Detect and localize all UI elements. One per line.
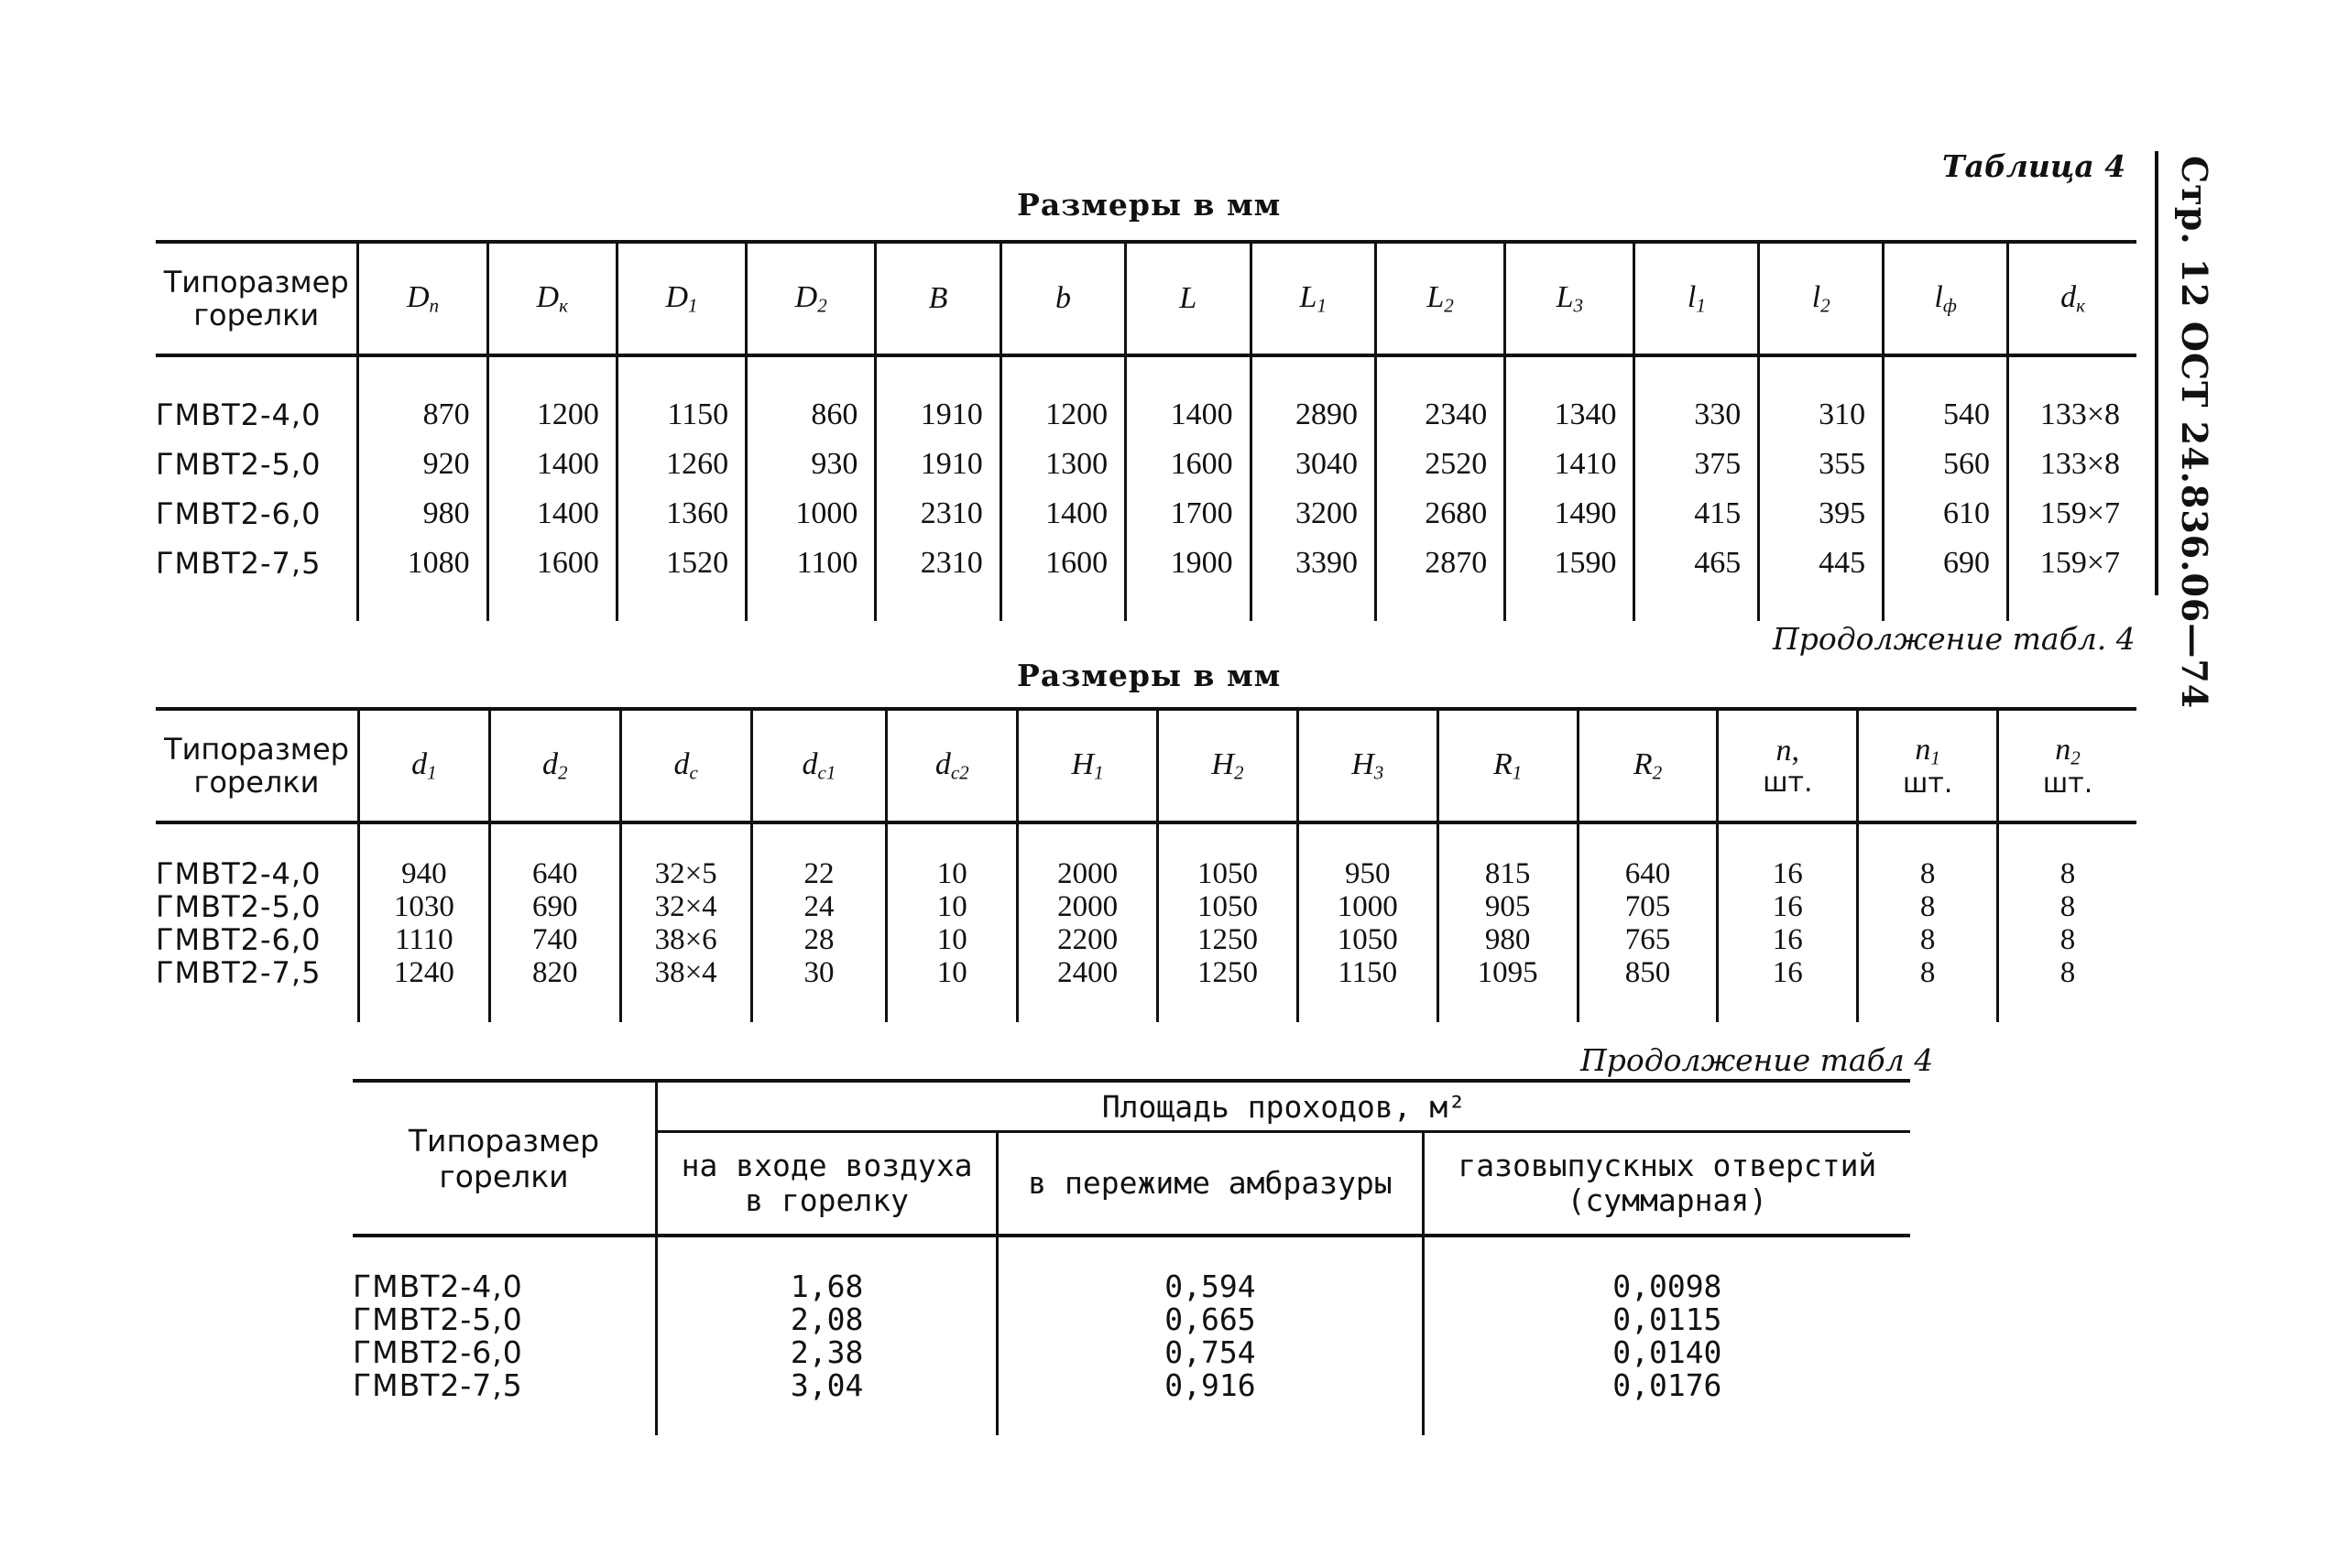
- table-cell: 10: [887, 890, 1018, 923]
- table-row: [353, 1303, 1910, 1336]
- table-cell: 1250: [1158, 956, 1298, 1022]
- row-label: ГМВТ2-5,0: [156, 889, 322, 924]
- table2-header-cell: [620, 709, 751, 822]
- table-cell: 820: [489, 956, 620, 1022]
- table-cell: 2,08: [657, 1303, 998, 1336]
- table-cell: 8: [1998, 923, 2136, 956]
- table-cell: 540: [1884, 355, 2008, 440]
- table3-group-header: Площадь проходов, м²: [657, 1081, 1911, 1132]
- table1-header-cell: [358, 242, 487, 355]
- table-cell: 8: [1998, 822, 2136, 890]
- table3-header-row-1: [353, 1081, 1910, 1132]
- header-symbol: d: [934, 746, 951, 781]
- header-subscript: 2: [1444, 294, 1454, 317]
- header-symbol: d: [541, 746, 558, 781]
- table-cell: 1910: [876, 355, 1000, 440]
- header-symbol-wrap: [1859, 733, 1996, 769]
- table-cell: 133×8: [2008, 355, 2136, 440]
- table-cell: 16: [1718, 822, 1858, 890]
- table1-units: Размеры в мм: [1017, 187, 1282, 223]
- table-cell: 1000: [747, 489, 876, 539]
- table1-header-size: [156, 242, 358, 355]
- table2-header-cell: [1578, 709, 1718, 822]
- table2-header-cell: [887, 709, 1018, 822]
- header-line: в пережиме амбразуры: [1028, 1165, 1393, 1201]
- header-subscript: к: [559, 294, 568, 317]
- table-row: [156, 822, 2136, 890]
- table-cell: 3040: [1251, 440, 1375, 489]
- table-cell: 133×8: [2008, 440, 2136, 489]
- header-subscript: п: [429, 294, 440, 317]
- table-cell: 1,68: [657, 1236, 998, 1303]
- table-cell: 10: [887, 822, 1018, 890]
- header-symbol-wrap: [1999, 733, 2136, 769]
- table-cell: 8: [1858, 923, 1998, 956]
- header-subscript: 1: [427, 761, 437, 784]
- table1-header-cell: [1251, 242, 1375, 355]
- header-subscript: к: [2076, 294, 2085, 317]
- table1-header-cell: [1884, 242, 2008, 355]
- side-rule: [2155, 151, 2158, 595]
- table1-header-cell: [2008, 242, 2136, 355]
- header-subscript: 3: [1373, 761, 1384, 784]
- table-cell: 1150: [1297, 956, 1437, 1022]
- table-cell: 1030: [358, 890, 489, 923]
- header-symbol: L: [1299, 279, 1317, 314]
- row-label: ГМВТ2-6,0: [156, 496, 322, 531]
- table-cell: 815: [1437, 822, 1578, 890]
- header-line: горелки: [193, 298, 320, 332]
- header-subscript: 1: [1512, 761, 1523, 784]
- header-symbol-wrap: [1299, 747, 1437, 784]
- table3-header-size: [353, 1081, 657, 1236]
- page-number-label: Стр. 12 ОСТ 24.836.06—74: [2174, 156, 2215, 710]
- table-cell: 1400: [487, 489, 617, 539]
- header-symbol-wrap: [888, 747, 1016, 784]
- table-cell: 1700: [1126, 489, 1251, 539]
- header-symbol-wrap: [1719, 734, 1856, 768]
- header-unit: шт.: [2042, 768, 2093, 800]
- header-symbol: d: [411, 746, 428, 781]
- table-cell: 159×7: [2008, 539, 2136, 621]
- table-cell: 610: [1884, 489, 2008, 539]
- table-cell: 1360: [617, 489, 746, 539]
- table-cell: 2400: [1018, 956, 1158, 1022]
- table-cell: 1110: [358, 923, 489, 956]
- table-cell: 1400: [1126, 355, 1251, 440]
- table1-header-cell: [1126, 242, 1251, 355]
- table2-header-cell: [751, 709, 887, 822]
- table-row: [156, 355, 2136, 440]
- table-cell: 1520: [617, 539, 746, 621]
- table-row: [156, 440, 2136, 489]
- table-cell: 0,594: [998, 1236, 1423, 1303]
- table-cell: 690: [1884, 539, 2008, 621]
- table-cell: 22: [751, 822, 887, 890]
- table2-header-cell: [489, 709, 620, 822]
- table1-header-cell: [1634, 242, 1759, 355]
- header-symbol: D: [794, 279, 818, 314]
- header-symbol: D: [406, 279, 430, 314]
- table1-header-cell: [1505, 242, 1634, 355]
- table1-header-cell: [747, 242, 876, 355]
- table-cell: 1900: [1126, 539, 1251, 621]
- header-line: Типоразмер: [408, 1122, 600, 1159]
- table-cell: 2680: [1375, 489, 1504, 539]
- table1-body: [156, 355, 2136, 621]
- header-symbol-wrap: [1579, 747, 1717, 784]
- table2-header-cell: [358, 709, 489, 822]
- table-cell: 1240: [358, 956, 489, 1022]
- row-label: ГМВТ2-4,0: [156, 397, 322, 432]
- table-cell: 3,04: [657, 1369, 998, 1435]
- table3: [353, 1079, 1910, 1435]
- table-cell: 1400: [487, 440, 617, 489]
- header-subscript: 2: [1820, 294, 1830, 317]
- header-line: горелки: [193, 765, 320, 800]
- table-cell: 38×6: [620, 923, 751, 956]
- header-symbol: R: [1633, 746, 1653, 781]
- table-cell: 765: [1578, 923, 1718, 956]
- row-label: ГМВТ2-5,0: [156, 447, 322, 482]
- header-symbol: b: [1054, 281, 1071, 315]
- table-cell: 1260: [617, 440, 746, 489]
- header-subscript: c: [689, 761, 698, 784]
- table2-header-cell: [1018, 709, 1158, 822]
- table2-header-cell: [1158, 709, 1298, 822]
- header-subscript: 1: [688, 294, 698, 317]
- header-symbol-wrap: [1159, 747, 1296, 784]
- table-cell: 10: [887, 956, 1018, 1022]
- table-cell: 1400: [1000, 489, 1125, 539]
- table-cell: 950: [1297, 822, 1437, 890]
- table-cell: 8: [1858, 956, 1998, 1022]
- table-cell: 860: [747, 355, 876, 440]
- row-label: ГМВТ2-6,0: [156, 922, 322, 957]
- table-cell: 8: [1998, 890, 2136, 923]
- table-cell: 870: [358, 355, 487, 440]
- header-subscript: 1: [1094, 761, 1104, 784]
- table-cell: 30: [751, 956, 887, 1022]
- header-line: Типоразмер: [163, 265, 349, 299]
- table-cell: 375: [1634, 440, 1759, 489]
- table-cell: 1050: [1297, 923, 1437, 956]
- header-subscript: 3: [1573, 294, 1584, 317]
- table1-header-row: [156, 242, 2136, 355]
- table-cell: 2000: [1018, 890, 1158, 923]
- header-subscript: 2: [1652, 761, 1663, 784]
- table-cell: 8: [1858, 822, 1998, 890]
- table-cell: 24: [751, 890, 887, 923]
- header-unit: шт.: [1763, 767, 1813, 799]
- table1-header-cell: [487, 242, 617, 355]
- table-cell: 930: [747, 440, 876, 489]
- table-cell: 2310: [876, 489, 1000, 539]
- table1: [156, 240, 2136, 621]
- table-cell: 1050: [1158, 822, 1298, 890]
- header-line: на входе воздуха: [681, 1148, 973, 1183]
- table-cell: 850: [1578, 956, 1718, 1022]
- table1-header-cell: [1000, 242, 1125, 355]
- table2-header-cell: [1437, 709, 1578, 822]
- table-cell: 0,0115: [1423, 1303, 1910, 1336]
- table-cell: 1200: [1000, 355, 1125, 440]
- header-line: горелки: [439, 1158, 569, 1194]
- table-cell: 0,0140: [1423, 1336, 1910, 1369]
- table-cell: 1000: [1297, 890, 1437, 923]
- table-cell: 1410: [1505, 440, 1634, 489]
- table-cell: 2200: [1018, 923, 1158, 956]
- table-cell: 2310: [876, 539, 1000, 621]
- header-symbol: n,: [1775, 734, 1800, 768]
- table2: [156, 707, 2136, 1022]
- table2-header-size: [156, 709, 358, 822]
- table-cell: 10: [887, 923, 1018, 956]
- table-row: [156, 923, 2136, 956]
- header-subscript: 2: [817, 294, 827, 317]
- table-cell: 0,0098: [1423, 1236, 1910, 1303]
- header-symbol: n: [2055, 732, 2071, 767]
- header-symbol: B: [928, 281, 948, 315]
- table-cell: 1095: [1437, 956, 1578, 1022]
- side-label: [2160, 156, 2215, 710]
- header-symbol-wrap: [491, 747, 619, 784]
- table3-subheader-cell: [657, 1132, 998, 1236]
- table-cell: 1490: [1505, 489, 1634, 539]
- table3-body: [353, 1236, 1910, 1435]
- table-cell: 3390: [1251, 539, 1375, 621]
- header-subscript: 2: [2070, 746, 2081, 769]
- table-cell: 2520: [1375, 440, 1504, 489]
- table-cell: 0,754: [998, 1336, 1423, 1369]
- table-cell: 1200: [487, 355, 617, 440]
- row-label: ГМВТ2-4,0: [156, 856, 322, 891]
- table-cell: 560: [1884, 440, 2008, 489]
- header-subscript: c2: [950, 761, 969, 784]
- header-symbol: d: [2060, 279, 2077, 314]
- table-cell: 1150: [617, 355, 746, 440]
- table3-subheader-cell: [1423, 1132, 1910, 1236]
- header-line: (суммарная): [1567, 1182, 1768, 1218]
- table-row: [156, 539, 2136, 621]
- row-label: ГМВТ2-4,0: [353, 1269, 523, 1304]
- table2-header-cell: [1858, 709, 1998, 822]
- header-unit: шт.: [1902, 768, 1953, 800]
- header-subscript: 1: [1930, 746, 1940, 769]
- header-symbol: H: [1071, 746, 1095, 781]
- table-cell: 38×4: [620, 956, 751, 1022]
- row-label: ГМВТ2-7,5: [156, 546, 322, 581]
- header-line: Типоразмер: [164, 732, 349, 767]
- header-symbol: d: [673, 746, 690, 781]
- table-cell: 0,0176: [1423, 1369, 1910, 1435]
- table3-caption: Продолжение табл 4: [1580, 1042, 1934, 1078]
- table1-header-cell: [1375, 242, 1504, 355]
- table-row: [156, 489, 2136, 539]
- table-cell: 740: [489, 923, 620, 956]
- table2-units: Размеры в мм: [1017, 658, 1282, 693]
- table-cell: 415: [1634, 489, 1759, 539]
- table-cell: 16: [1718, 890, 1858, 923]
- table-cell: 1080: [358, 539, 487, 621]
- header-symbol-wrap: [1439, 747, 1577, 784]
- header-subscript: 1: [1696, 294, 1706, 317]
- table3-subheader-cell: [998, 1132, 1423, 1236]
- header-symbol: l: [1934, 279, 1943, 314]
- header-symbol-wrap: [360, 747, 488, 784]
- table-cell: 705: [1578, 890, 1718, 923]
- row-label: ГМВТ2-5,0: [353, 1301, 523, 1337]
- table-cell: 445: [1759, 539, 1884, 621]
- table-row: [156, 956, 2136, 1022]
- table2-body: [156, 822, 2136, 1022]
- table-cell: 465: [1634, 539, 1759, 621]
- table2-header-cell: [1998, 709, 2136, 822]
- table-cell: 905: [1437, 890, 1578, 923]
- table-cell: 1050: [1158, 890, 1298, 923]
- table-cell: 310: [1759, 355, 1884, 440]
- header-symbol: D: [665, 279, 688, 314]
- table-cell: 32×4: [620, 890, 751, 923]
- table-cell: 3200: [1251, 489, 1375, 539]
- table-cell: 1340: [1505, 355, 1634, 440]
- header-line: газовыпускных отверстий: [1458, 1148, 1877, 1183]
- header-symbol: L: [1556, 279, 1574, 314]
- table-cell: 1910: [876, 440, 1000, 489]
- table-cell: 1600: [1126, 440, 1251, 489]
- header-subscript: 2: [557, 761, 568, 784]
- header-symbol: n: [1915, 732, 1931, 767]
- header-subscript: 1: [1316, 294, 1327, 317]
- table1-caption: Таблица 4: [1942, 148, 2126, 184]
- header-symbol-wrap: [622, 747, 750, 784]
- table-cell: 355: [1759, 440, 1884, 489]
- table-cell: 2890: [1251, 355, 1375, 440]
- header-symbol-wrap: [1019, 747, 1156, 784]
- header-symbol: H: [1211, 746, 1234, 781]
- table-cell: 980: [358, 489, 487, 539]
- table-cell: 32×5: [620, 822, 751, 890]
- table1-header-cell: [617, 242, 746, 355]
- table-cell: 159×7: [2008, 489, 2136, 539]
- header-subscript: ф: [1942, 294, 1957, 317]
- table-cell: 2,38: [657, 1336, 998, 1369]
- header-symbol: H: [1351, 746, 1374, 781]
- table-cell: 8: [1998, 956, 2136, 1022]
- table-cell: 1250: [1158, 923, 1298, 956]
- table-row: [353, 1236, 1910, 1303]
- table-row: [353, 1336, 1910, 1369]
- header-symbol: l: [1687, 279, 1697, 314]
- table-cell: 2000: [1018, 822, 1158, 890]
- table-cell: 940: [358, 822, 489, 890]
- table-cell: 2870: [1375, 539, 1504, 621]
- header-symbol-wrap: [753, 747, 886, 784]
- table-cell: 920: [358, 440, 487, 489]
- header-symbol: L: [1179, 281, 1197, 315]
- table-cell: 28: [751, 923, 887, 956]
- header-subscript: 2: [1233, 761, 1244, 784]
- table-cell: 2340: [1375, 355, 1504, 440]
- table-cell: 640: [1578, 822, 1718, 890]
- table2-header-row: [156, 709, 2136, 822]
- table2-header-cell: [1718, 709, 1858, 822]
- table-cell: 1600: [487, 539, 617, 621]
- table-cell: 0,665: [998, 1303, 1423, 1336]
- table-cell: 16: [1718, 956, 1858, 1022]
- row-label: ГМВТ2-7,5: [156, 955, 322, 990]
- table-cell: 1100: [747, 539, 876, 621]
- table-cell: 640: [489, 822, 620, 890]
- table-cell: 1600: [1000, 539, 1125, 621]
- header-line: в горелку: [745, 1182, 910, 1218]
- table2-header-cell: [1297, 709, 1437, 822]
- table-cell: 8: [1858, 890, 1998, 923]
- header-symbol: R: [1492, 746, 1513, 781]
- table1-header-cell: [876, 242, 1000, 355]
- header-symbol: L: [1426, 279, 1445, 314]
- table-cell: 1590: [1505, 539, 1634, 621]
- table-cell: 980: [1437, 923, 1578, 956]
- table-cell: 0,916: [998, 1369, 1423, 1435]
- header-symbol: d: [802, 746, 818, 781]
- table-cell: 395: [1759, 489, 1884, 539]
- header-symbol: D: [536, 279, 560, 314]
- table-row: [353, 1369, 1910, 1435]
- table-cell: 330: [1634, 355, 1759, 440]
- row-label: ГМВТ2-6,0: [353, 1334, 523, 1370]
- row-label: ГМВТ2-7,5: [353, 1367, 523, 1403]
- table-cell: 16: [1718, 923, 1858, 956]
- table-cell: 690: [489, 890, 620, 923]
- header-symbol: l: [1811, 279, 1821, 314]
- header-subscript: c1: [817, 761, 836, 784]
- table-row: [156, 890, 2136, 923]
- table2-caption: Продолжение табл. 4: [1773, 621, 2136, 657]
- table1-header-cell: [1759, 242, 1884, 355]
- table-cell: 1300: [1000, 440, 1125, 489]
